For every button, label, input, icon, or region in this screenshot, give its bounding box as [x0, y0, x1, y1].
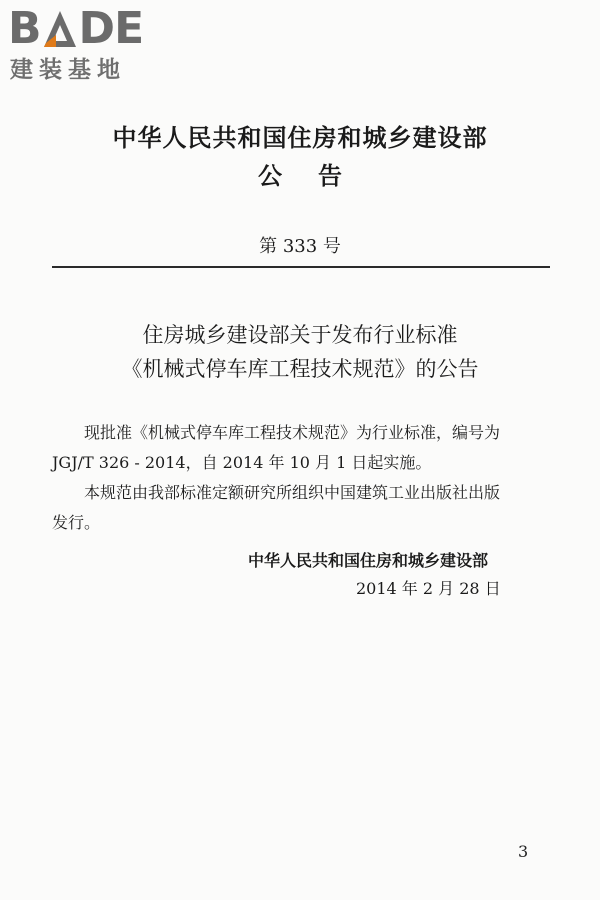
document-number: 第 333 号: [259, 236, 341, 257]
logo-wordmark: B DE: [8, 3, 144, 54]
issuer-signature: 中华人民共和国住房和城乡建设部: [248, 551, 489, 570]
announcement-title-line-1: 住房城乡建设部关于发布行业标准: [142, 323, 458, 347]
issue-date: 2014 年 2 月 28 日: [356, 579, 501, 598]
page-number: 3: [518, 842, 529, 861]
announcement-body: [52, 418, 550, 538]
paragraph-1-line-1: 现批准《机械式停车库工程技术规范》为行业标准，编号为: [84, 423, 501, 442]
paragraph-2-line-1: 本规范由我部标准定额研究所组织中国建筑工业出版社出版: [84, 483, 501, 502]
bade-logo: [8, 4, 176, 88]
logo-a-triangle-icon: [42, 9, 78, 49]
announcement-title-line-2: 《机械式停车库工程技术规范》的公告: [121, 357, 479, 381]
announcement-title: [0, 318, 600, 386]
paragraph-2-line-2: 发行。: [52, 513, 101, 532]
ministry-title: 中华人民共和国住房和城乡建设部: [112, 124, 488, 152]
logo-subtitle: 建装基地: [10, 57, 126, 83]
header-divider: [52, 266, 550, 268]
document-type: 公告: [258, 162, 378, 190]
paragraph-1-line-2: JGJ/T 326 - 2014，自 2014 年 10 月 1 日起实施。: [52, 453, 432, 472]
